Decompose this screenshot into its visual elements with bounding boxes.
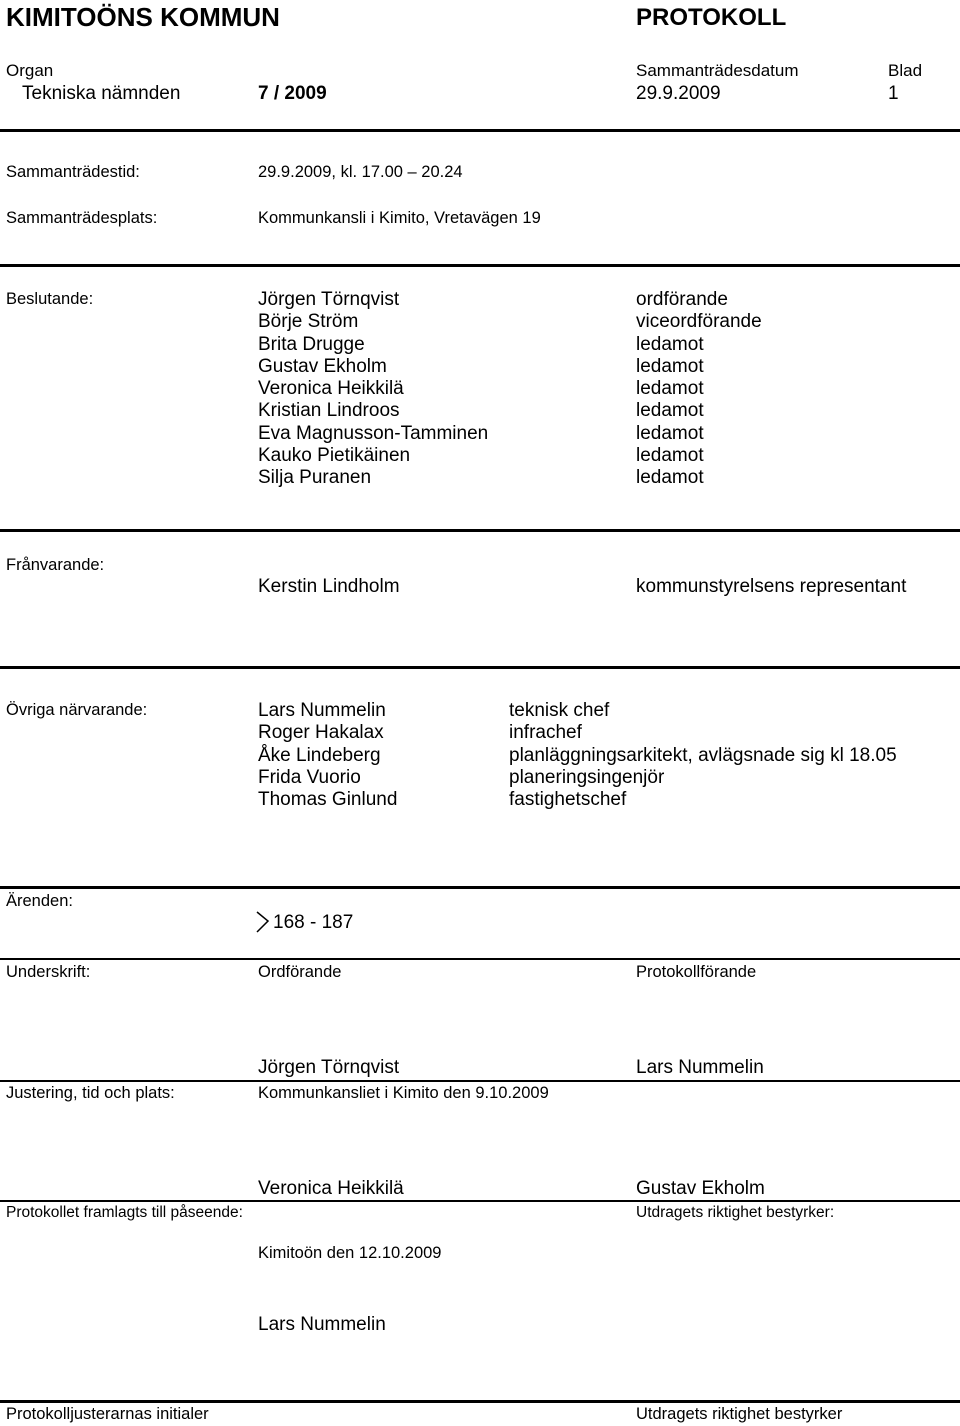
page-label: Blad bbox=[888, 61, 923, 80]
protocol-number: 7 / 2009 bbox=[258, 83, 327, 104]
divider bbox=[0, 1200, 960, 1202]
other-name: Frida Vuorio bbox=[258, 766, 361, 788]
matters-label: Ärenden: bbox=[6, 892, 73, 910]
other-name: Thomas Ginlund bbox=[258, 789, 398, 811]
other-role: planeringsingenjör bbox=[509, 766, 665, 788]
other-role: teknisk chef bbox=[509, 700, 610, 721]
matters-value: 168 - 187 bbox=[273, 912, 354, 933]
others-roles bbox=[509, 701, 897, 812]
member-name: Eva Magnusson-Tamminen bbox=[258, 422, 489, 444]
other-name: Lars Nummelin bbox=[258, 700, 386, 721]
absent-label: Frånvarande: bbox=[6, 556, 105, 574]
member-name: Veronica Heikkilä bbox=[258, 378, 404, 400]
member-role: ledamot bbox=[636, 400, 704, 422]
member-name: Silja Puranen bbox=[258, 467, 372, 489]
organ-value: Tekniska nämnden bbox=[22, 83, 181, 104]
divider bbox=[0, 958, 960, 960]
member-role: ledamot bbox=[636, 355, 704, 377]
member-name: Gustav Ekholm bbox=[258, 355, 387, 377]
divider bbox=[0, 129, 960, 132]
member-name: Börje Ström bbox=[258, 311, 359, 333]
document-type: PROTOKOLL bbox=[636, 4, 787, 31]
signature-label: Underskrift: bbox=[6, 963, 91, 981]
member-role: ledamot bbox=[636, 378, 704, 400]
divider bbox=[0, 1080, 960, 1082]
certified-label: Utdragets riktighet bestyrker: bbox=[636, 1204, 835, 1221]
adjustment-label: Justering, tid och plats: bbox=[6, 1084, 175, 1102]
member-role: ordförande bbox=[636, 289, 728, 310]
divider bbox=[0, 1400, 960, 1403]
member-name: Jörgen Törnqvist bbox=[258, 289, 400, 310]
decision-makers-names bbox=[258, 290, 488, 491]
certifier-name: Lars Nummelin bbox=[258, 1314, 386, 1335]
meeting-place-value: Kommunkansli i Kimito, Vretavägen 19 bbox=[258, 209, 541, 227]
member-name: Kristian Lindroos bbox=[258, 400, 400, 422]
member-role: ledamot bbox=[636, 445, 704, 467]
other-role: infrachef bbox=[509, 722, 582, 744]
meeting-time-label: Sammanträdestid: bbox=[6, 163, 140, 181]
divider bbox=[0, 886, 960, 889]
adjuster-1-name: Veronica Heikkilä bbox=[258, 1178, 404, 1199]
member-role: ledamot bbox=[636, 467, 704, 489]
displayed-label: Protokollet framlagts till påseende: bbox=[6, 1204, 243, 1221]
meeting-place-label: Sammanträdesplats: bbox=[6, 209, 158, 227]
divider bbox=[0, 666, 960, 669]
municipality-name: KIMITOÖNS KOMMUN bbox=[6, 2, 280, 32]
divider bbox=[0, 529, 960, 532]
chair-name: Jörgen Törnqvist bbox=[258, 1057, 400, 1078]
other-name: Åke Lindeberg bbox=[258, 744, 381, 766]
secretary-label: Protokollförande bbox=[636, 963, 757, 981]
decision-makers-roles bbox=[636, 290, 762, 491]
other-role: fastighetschef bbox=[509, 789, 627, 811]
other-name: Roger Hakalax bbox=[258, 722, 384, 744]
adjuster-2-name: Gustav Ekholm bbox=[636, 1178, 765, 1199]
initials-label: Protokolljusterarnas initialer bbox=[6, 1405, 209, 1423]
member-role: viceordförande bbox=[636, 311, 762, 333]
member-role: ledamot bbox=[636, 333, 704, 355]
date-label: Sammanträdesdatum bbox=[636, 61, 799, 80]
others-names bbox=[258, 701, 397, 812]
displayed-value: Kimitoön den 12.10.2009 bbox=[258, 1244, 442, 1262]
adjustment-value: Kommunkansliet i Kimito den 9.10.2009 bbox=[258, 1084, 549, 1102]
member-name: Brita Drugge bbox=[258, 333, 365, 355]
chair-label: Ordförande bbox=[258, 963, 342, 981]
absent-name: Kerstin Lindholm bbox=[258, 576, 400, 597]
organ-label: Organ bbox=[6, 61, 54, 80]
extract-label: Utdragets riktighet bestyrker bbox=[636, 1405, 843, 1423]
divider bbox=[0, 264, 960, 267]
bracket-icon bbox=[256, 910, 270, 934]
decision-makers-label: Beslutande: bbox=[6, 290, 94, 308]
meeting-time-value: 29.9.2009, kl. 17.00 – 20.24 bbox=[258, 163, 463, 181]
member-name: Kauko Pietikäinen bbox=[258, 445, 411, 467]
secretary-name: Lars Nummelin bbox=[636, 1057, 764, 1078]
member-role: ledamot bbox=[636, 422, 704, 444]
others-label: Övriga närvarande: bbox=[6, 701, 148, 719]
page-value: 1 bbox=[888, 83, 899, 104]
other-role: planläggningsarkitekt, avlägsnade sig kl 18.05 bbox=[509, 744, 897, 766]
absent-role: kommunstyrelsens representant bbox=[636, 576, 907, 597]
date-value: 29.9.2009 bbox=[636, 83, 721, 104]
